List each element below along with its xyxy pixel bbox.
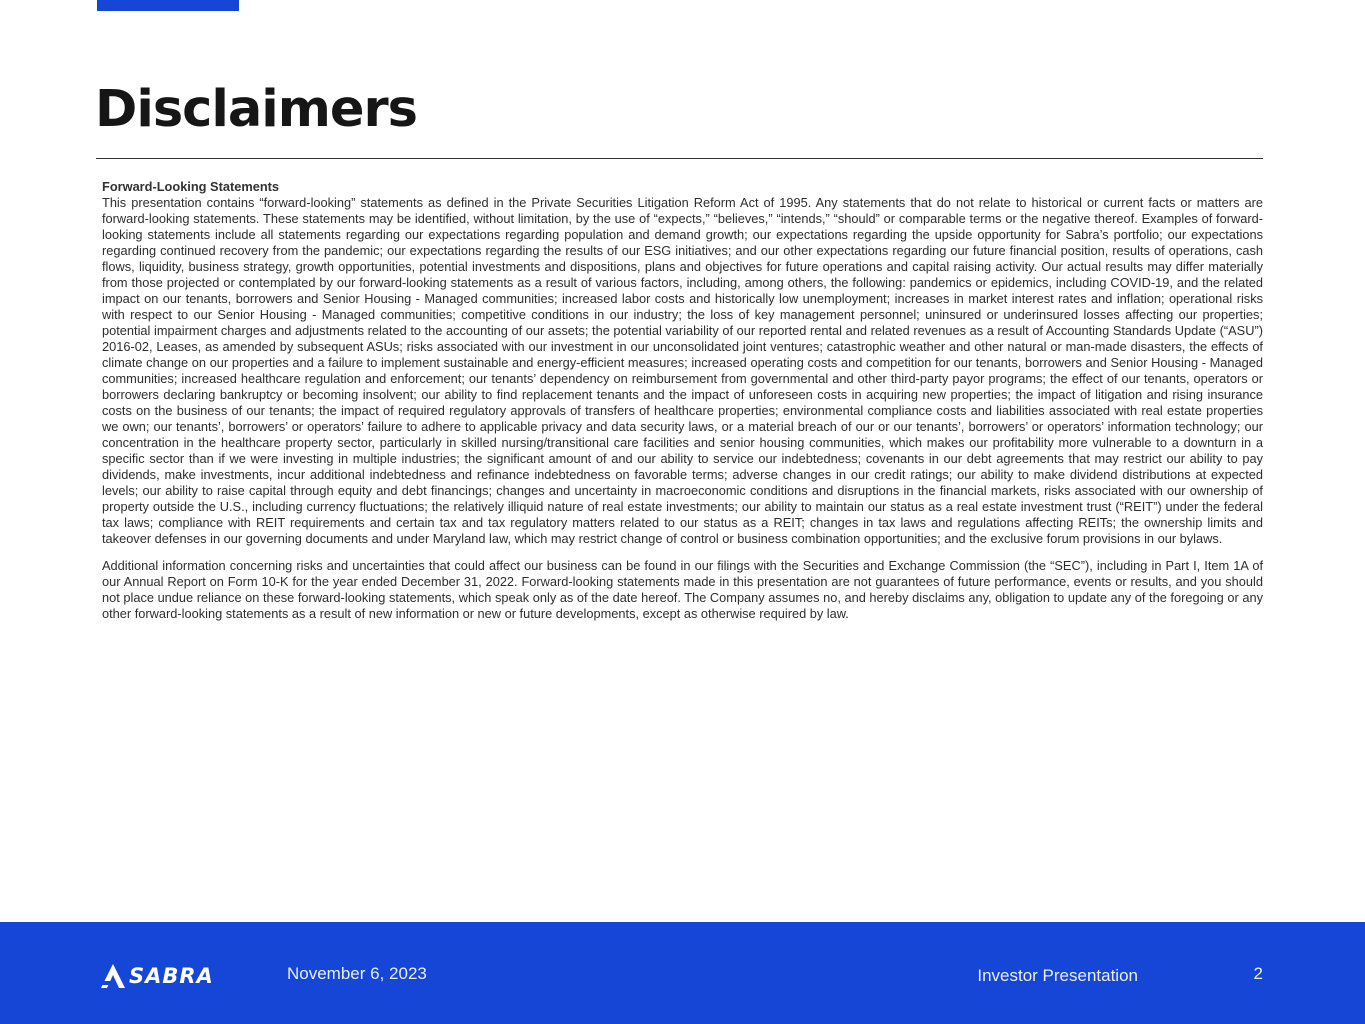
page-title: Disclaimers: [95, 80, 418, 139]
footer-presentation-label: Investor Presentation: [977, 966, 1138, 985]
logo-text: SABRA: [129, 964, 214, 988]
page-number: 2: [1253, 964, 1263, 983]
title-divider: [96, 158, 1263, 159]
footer-date: November 6, 2023: [287, 964, 427, 983]
footer-bar: [0, 922, 1365, 1024]
disclaimer-paragraph-1: This presentation contains “forward-looking” statements as defined in the Private Securities Litigation Reform Act of 1995. Any statements that do not relate to historical or current facts or matters are forward-looking statements. These statements may be identified, without limitation, by the use of “expects,” “believes,” “intends,” “should” or comparable terms or the negative thereof. Examples of forward-looking statements include all statements regarding our expectations regarding population and demand growth; our expectations regarding the upside opportunity for Sabra’s portfolio; our expectations regarding continued recovery from the pandemic; our expectations regarding the results of our ESG initiatives; and our other expectations regarding our future financial position, results of operations, cash flows, liquidity, business strategy, growth opportunities, potential investments and dispositions, plans and objectives for future operations and capital raising activity. Our actual results may differ materially from those projected or contemplated by our forward-looking statements as a result of various factors, including, among others, the following: pandemics or epidemics, including COVID-19, and the related impact on our tenants, borrowers and Senior Housing - Managed communities; increased labor costs and historically low unemployment; increases in market interest rates and inflation; operational risks with respect to our Senior Housing - Managed communities; competitive conditions in our industry; the loss of key management personnel; uninsured or underinsured losses affecting our properties; potential impairment charges and adjustments related to the accounting of our assets; the potential variability of our reported rental and related revenues as a result of Accounting Standards Update (“ASU”) 2016-02, Leases, as amended by subsequent ASUs; risks associated with our investment in our unconsolidated joint ventures; catastrophic weather and other natural or man-made disasters, the effects of climate change on our properties and a failure to implement sustainable and energy-efficient measures; increased operating costs and competition for our tenants, borrowers and Senior Housing - Managed communities; increased healthcare regulation and enforcement; our tenants’ dependency on reimbursement from governmental and other third-party payor programs; the effect of our tenants, operators or borrowers declaring bankruptcy or becoming insolvent; our ability to find replacement tenants and the impact of unforeseen costs in acquiring new properties; the impact of litigation and rising insurance costs on the business of our tenants; the impact of required regulatory approvals of transfers of healthcare properties; environmental compliance costs and liabilities associated with real estate properties we own; our tenants’, borrowers’ or operators’ failure to adhere to applicable privacy and data security laws, or a material breach of our or our tenants’, borrowers’ or operators’ information technology; our concentration in the healthcare property sector, particularly in skilled nursing/transitional care facilities and senior housing communities, which makes our profitability more vulnerable to a downturn in a specific sector than if we were investing in multiple industries; the significant amount of and our ability to service our indebtedness; covenants in our debt agreements that may restrict our ability to pay dividends, make investments, incur additional indebtedness and refinance indebtedness on favorable terms; adverse changes in our credit ratings; our ability to make dividend distributions at expected levels; our ability to raise capital through equity and debt financings; changes and uncertainty in macroeconomic conditions and disruptions in the financial markets, risks associated with our ownership of property outside the U.S., including currency fluctuations; the relatively illiquid nature of real estate investments; our ability to maintain our status as a real estate investment trust (“REIT”) under the federal tax laws; compliance with REIT requirements and certain tax and tax regulatory matters related to our status as a REIT; changes in tax laws and regulations affecting REITs; the ownership limits and takeover defenses in our governing documents and under Maryland law, which may restrict change of control or business combination opportunities; and the exclusive forum provisions in our bylaws.: [102, 195, 1263, 546]
sabra-logo-icon: [100, 963, 126, 989]
disclaimer-content: [102, 179, 1263, 633]
section-heading: Forward-Looking Statements: [102, 179, 280, 194]
sabra-logo: [100, 962, 214, 990]
top-accent-bar: [97, 0, 239, 11]
disclaimer-paragraph-2: Additional information concerning risks and uncertainties that could affect our business can be found in our filings with the Securities and Exchange Commission (the “SEC”), including in Part I, Item 1A of our Annual Report on Form 10-K for the year ended December 31, 2022. Forward-looking statements made in this presentation are not guarantees of future performance, events or results, and you should not place undue reliance on these forward-looking statements, which speak only as of the date hereof. The Company assumes no, and hereby disclaims any, obligation to update any of the foregoing or any other forward-looking statements as a result of new information or new or future developments, except as otherwise required by law.: [102, 558, 1263, 621]
